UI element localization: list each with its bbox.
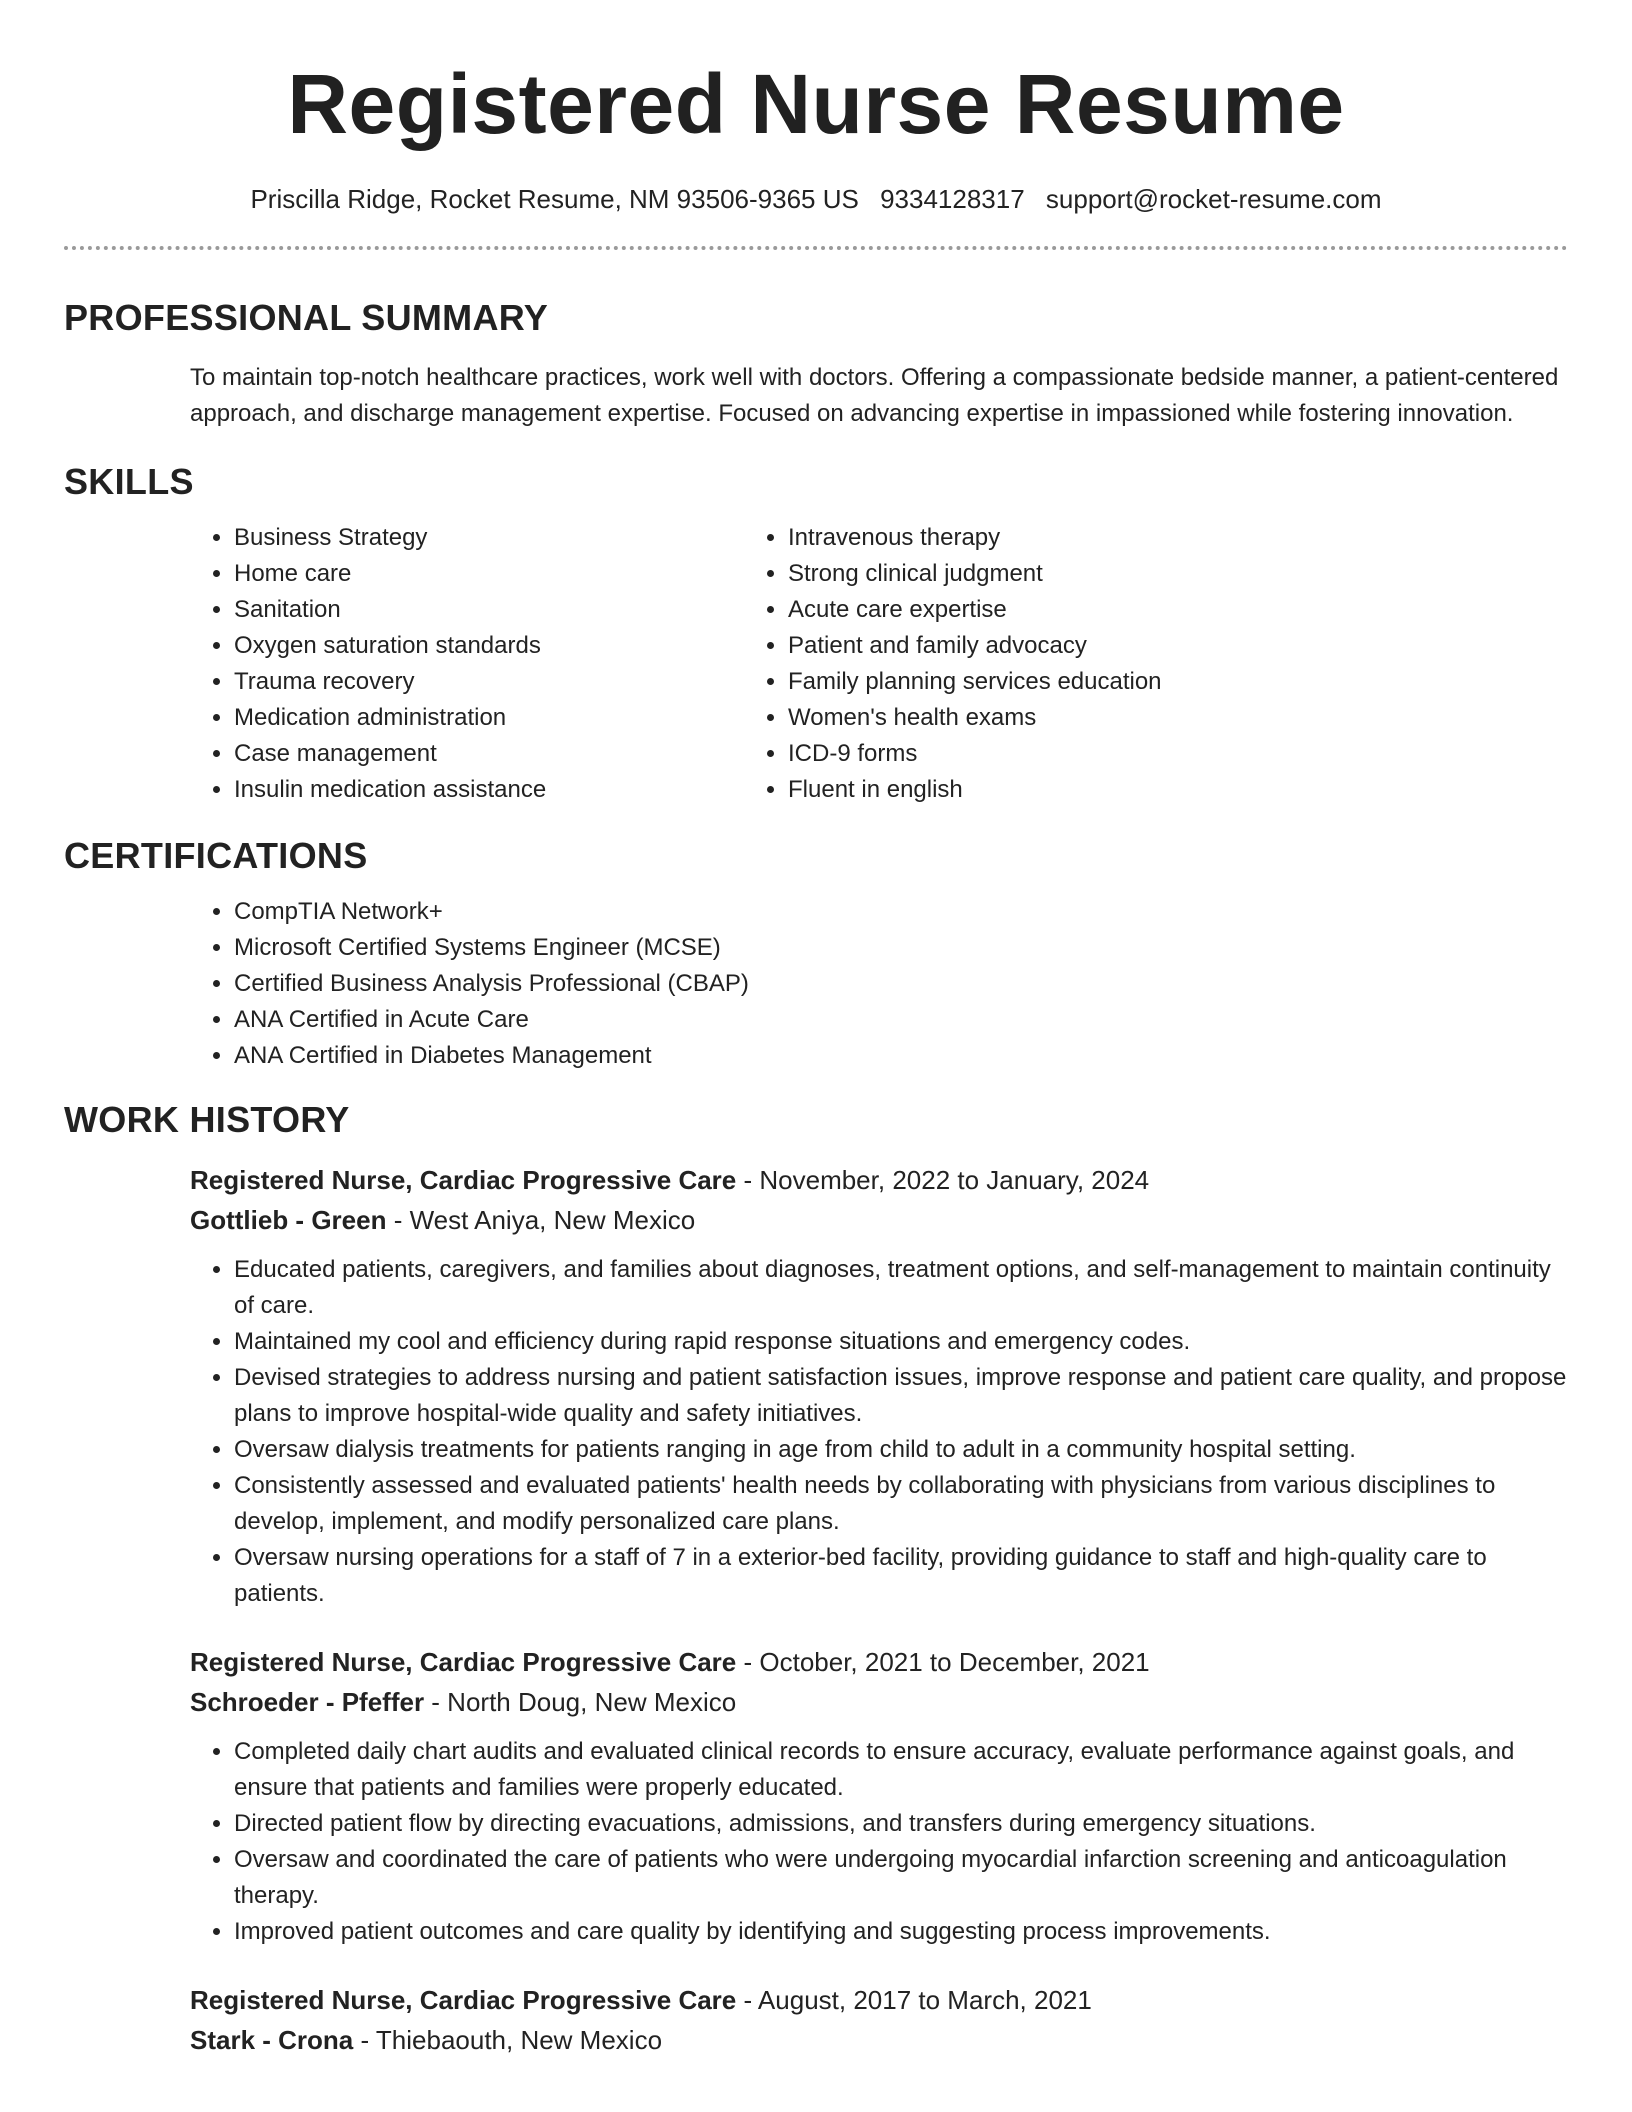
skill-item: • Fluent in english — [788, 772, 1524, 808]
job-entry — [190, 1980, 1568, 2060]
job-title: Registered Nurse, Cardiac Progressive Care — [190, 1985, 737, 2015]
summary-heading: PROFESSIONAL SUMMARY — [64, 297, 549, 338]
company-location: - Thiebaouth, New Mexico — [353, 2025, 663, 2055]
job-dates: - August, 2017 to March, 2021 — [736, 1985, 1092, 2015]
company-line — [190, 2020, 1568, 2060]
skill-item: • Trauma recovery — [234, 664, 744, 700]
contact-line — [64, 182, 1568, 216]
header-divider — [64, 246, 1568, 250]
job-title: Registered Nurse, Cardiac Progressive Care — [190, 1165, 737, 1195]
job-entry — [190, 1642, 1568, 1950]
skills-grid — [64, 520, 1568, 808]
job-duty: • Oversaw dialysis treatments for patients ranging in age from child to adult in a community hospital setting. — [234, 1432, 1568, 1468]
job-title-line — [190, 1980, 1568, 2020]
job-title-line — [190, 1642, 1568, 1682]
certification-item: • CompTIA Network+ — [234, 894, 1568, 930]
job-duties-list — [190, 1734, 1568, 1950]
skill-item: • Oxygen saturation standards — [234, 628, 744, 664]
skill-item: • Medication administration — [234, 700, 744, 736]
certification-item: • Microsoft Certified Systems Engineer (MCSE) — [234, 930, 1568, 966]
certifications-heading: CERTIFICATIONS — [64, 835, 368, 876]
skill-item: • Business Strategy — [234, 520, 744, 556]
job-dates: - November, 2022 to January, 2024 — [736, 1165, 1150, 1195]
job-title: Registered Nurse, Cardiac Progressive Care — [190, 1647, 737, 1677]
skill-item: • Women's health exams — [788, 700, 1524, 736]
skill-item: • Home care — [234, 556, 744, 592]
job-duty: • Consistently assessed and evaluated patients' health needs by collaborating with physicians from various disciplines to develop, implement, and modify personalized care plans. — [234, 1468, 1568, 1540]
summary-text: To maintain top-notch healthcare practices, work well with doctors. Offering a compassionate bedside manner, a patient-centered approach, and discharge management expertise. Focused on advancing expertise in impassioned while fostering innovation. — [190, 364, 1559, 427]
skill-item: • Insulin medication assistance — [234, 772, 744, 808]
skills-left-column — [64, 520, 744, 808]
job-duty: • Oversaw nursing operations for a staff of 7 in a exterior-bed facility, providing guidance to staff and high-quality care to patients. — [234, 1540, 1568, 1612]
skill-item: • Strong clinical judgment — [788, 556, 1524, 592]
company-location: - North Doug, New Mexico — [424, 1687, 737, 1717]
certification-item: • Certified Business Analysis Professional (CBAP) — [234, 966, 1568, 1002]
job-entry — [190, 1160, 1568, 1612]
job-title-line — [190, 1160, 1568, 1200]
skill-item: • Family planning services education — [788, 664, 1524, 700]
company-line — [190, 1682, 1568, 1722]
job-duty: • Devised strategies to address nursing and patient satisfaction issues, improve response and patient care quality, and propose plans to improve hospital-wide quality and safety initiatives. — [234, 1360, 1568, 1432]
skill-item: • ICD-9 forms — [788, 736, 1524, 772]
job-duty: • Maintained my cool and efficiency during rapid response situations and emergency codes. — [234, 1324, 1568, 1360]
job-duties-list — [190, 1252, 1568, 1612]
skill-item: • Patient and family advocacy — [788, 628, 1524, 664]
job-duty: • Educated patients, caregivers, and families about diagnoses, treatment options, and self-management to maintain continuity of care. — [234, 1252, 1568, 1324]
contact-email: support@rocket-resume.com — [1045, 184, 1382, 214]
company-name: Gottlieb - Green — [190, 1205, 387, 1235]
contact-address: Priscilla Ridge, Rocket Resume, NM 93506-9365 US — [250, 184, 859, 214]
skill-item: • Intravenous therapy — [788, 520, 1524, 556]
job-duty: • Directed patient flow by directing evacuations, admissions, and transfers during emergency situations. — [234, 1806, 1568, 1842]
certifications-list — [64, 894, 1568, 1074]
company-location: - West Aniya, New Mexico — [386, 1205, 696, 1235]
job-duty: • Improved patient outcomes and care quality by identifying and suggesting process improvements. — [234, 1914, 1568, 1950]
contact-phone: 9334128317 — [880, 184, 1025, 214]
job-duty: • Oversaw and coordinated the care of patients who were undergoing myocardial infarction screening and anticoagulation therapy. — [234, 1842, 1568, 1914]
skill-item: • Case management — [234, 736, 744, 772]
certification-item: • ANA Certified in Diabetes Management — [234, 1038, 1568, 1074]
job-duty: • Completed daily chart audits and evaluated clinical records to ensure accuracy, evaluate performance against goals, and ensure that patients and families were properly educated. — [234, 1734, 1568, 1806]
skills-right-column — [744, 520, 1524, 808]
company-line — [190, 1200, 1568, 1240]
skills-heading: SKILLS — [64, 461, 194, 502]
job-dates: - October, 2021 to December, 2021 — [736, 1647, 1150, 1677]
certification-item: • ANA Certified in Acute Care — [234, 1002, 1568, 1038]
resume-title: Registered Nurse Resume — [287, 57, 1345, 151]
company-name: Schroeder - Pfeffer — [190, 1687, 425, 1717]
skill-item: • Acute care expertise — [788, 592, 1524, 628]
work-history-heading: WORK HISTORY — [64, 1099, 350, 1140]
company-name: Stark - Crona — [190, 2025, 354, 2055]
skill-item: • Sanitation — [234, 592, 744, 628]
